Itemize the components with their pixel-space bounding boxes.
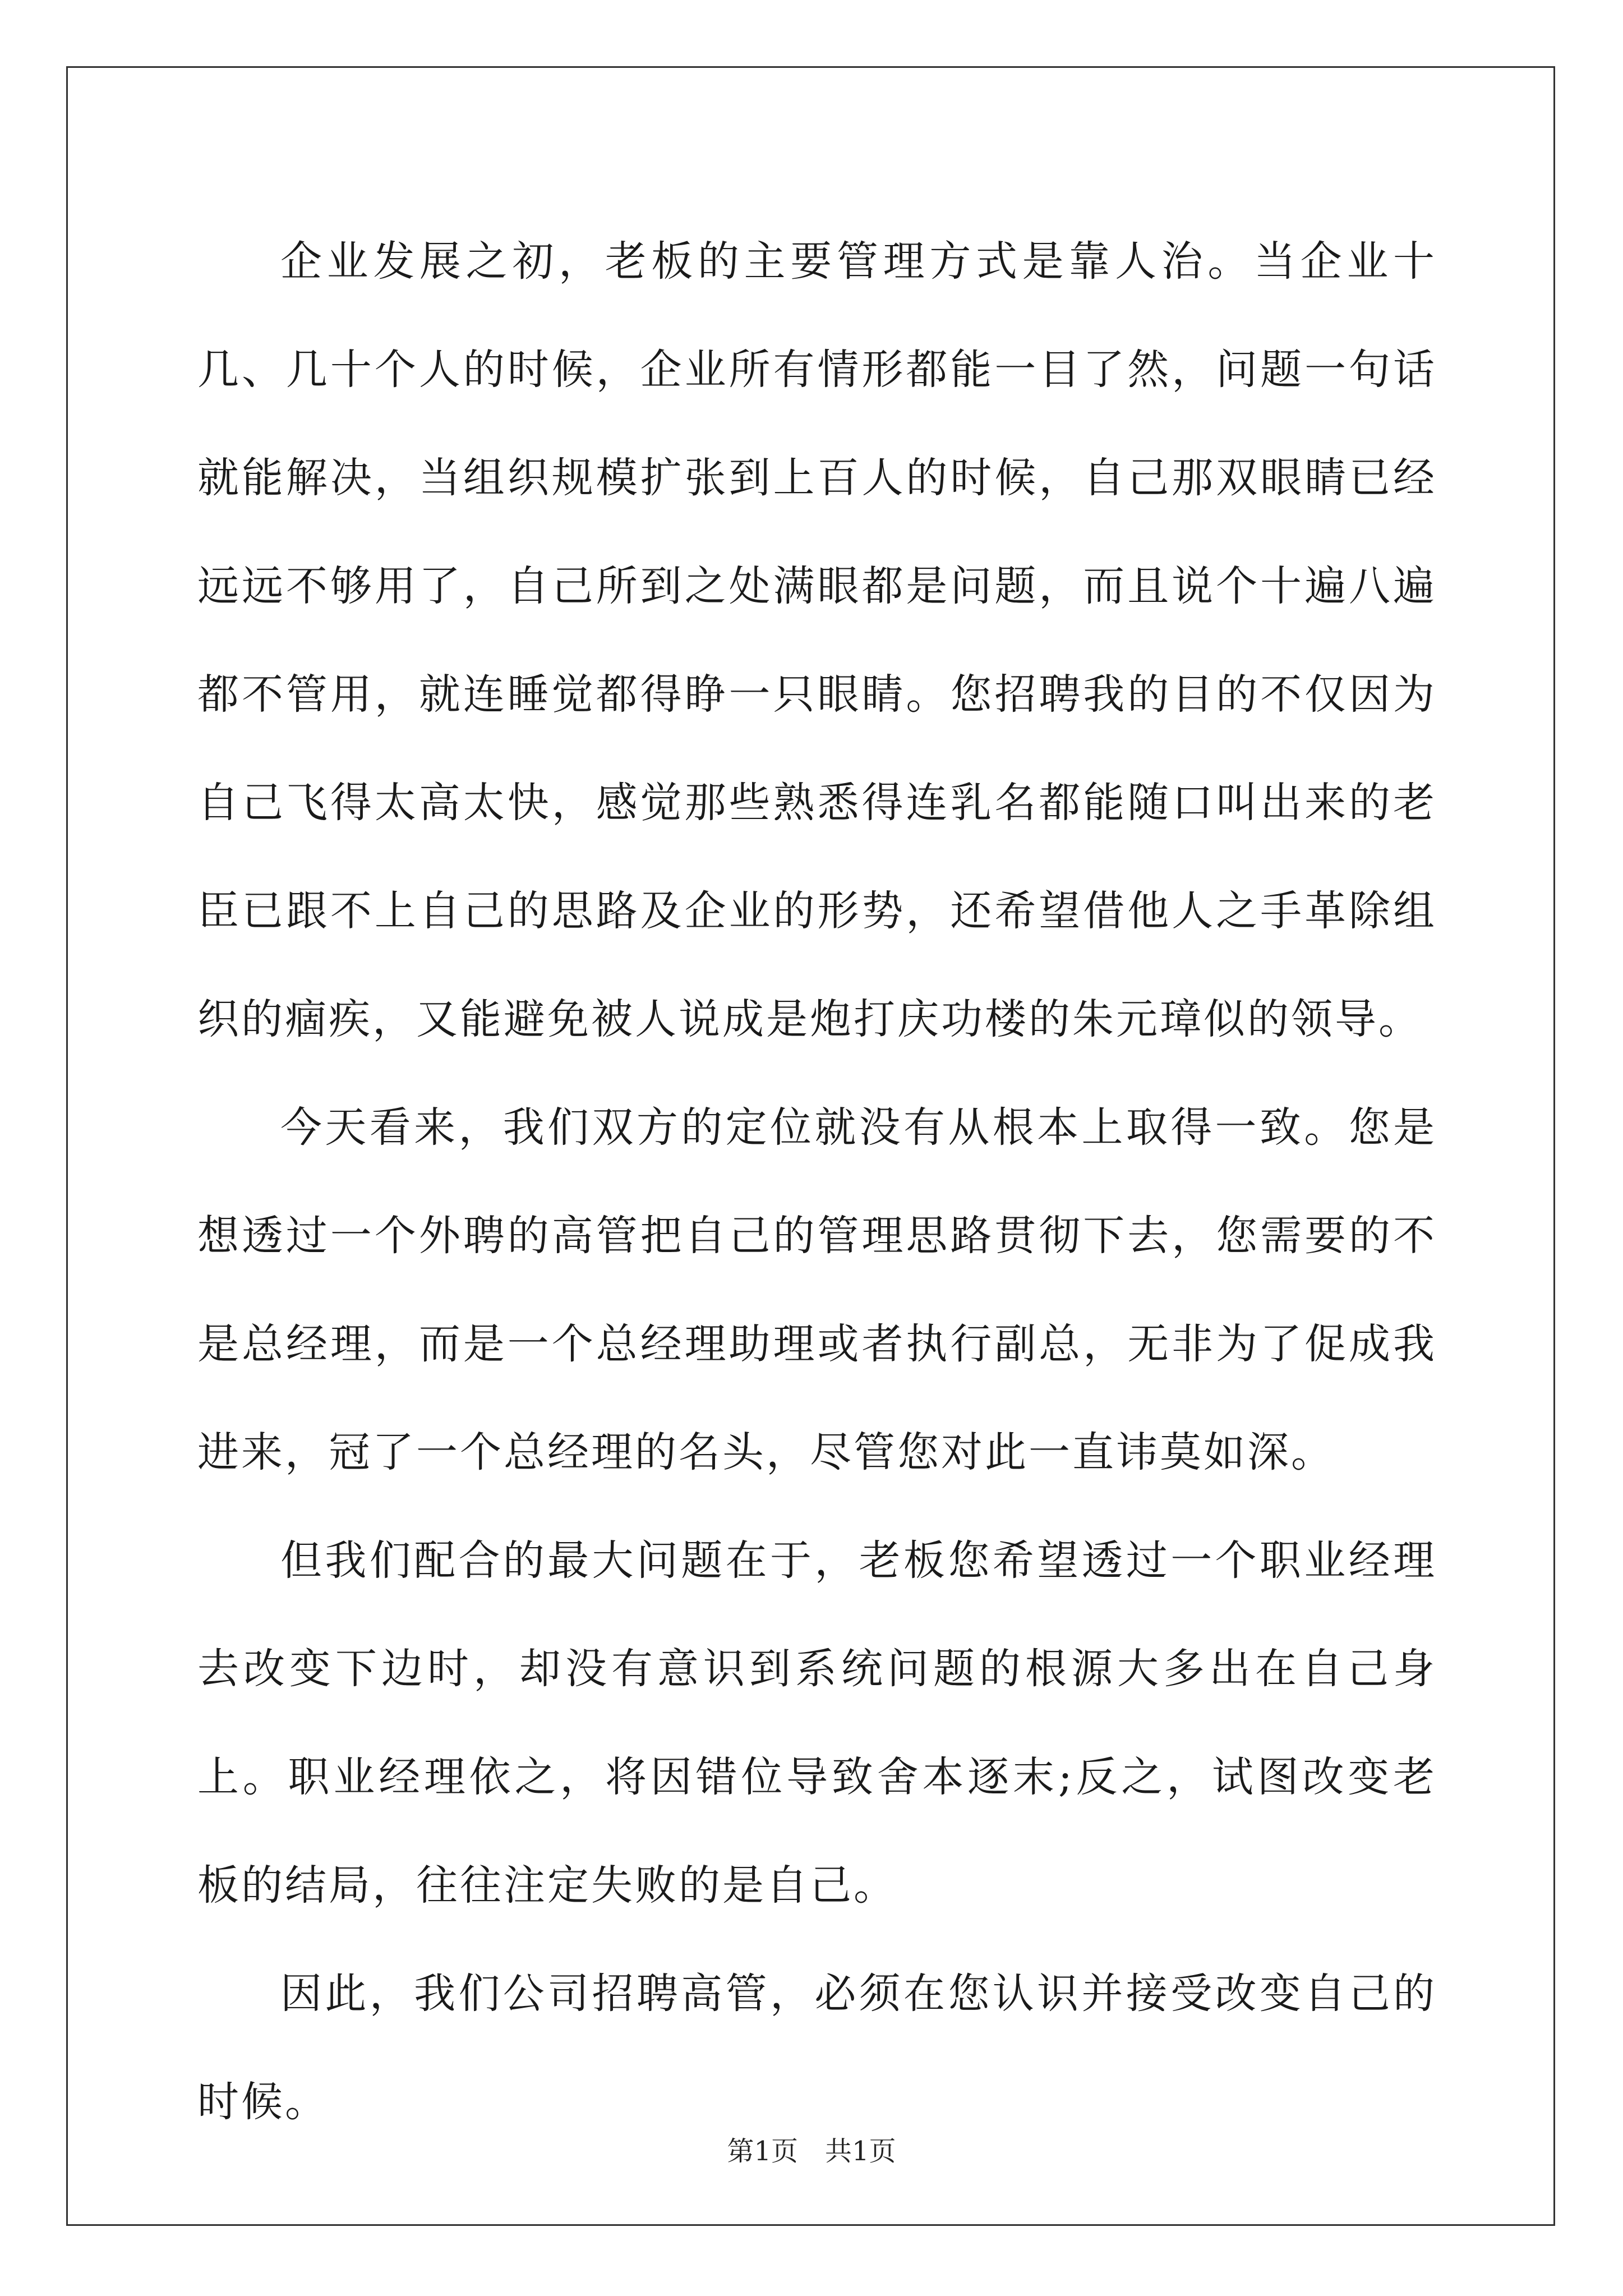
paragraph-3: 但我们配合的最大问题在于，老板您希望透过一个职业经理去改变下边时，却没有意识到系统问题的根源大多出在自己身上。职业经理依之，将因错位导致舍本逐末;反之，试图改变老板的结局，往往注定失败的是自己。 <box>197 1536 1437 1910</box>
paragraph-1: 企业发展之初，老板的主要管理方式是靠人治。当企业十几、几十个人的时候，企业所有情形都能一目了然，问题一句话就能解决，当组织规模扩张到上百人的时候，自己那双眼睛已经远远不够用了，自己所到之处满眼都是问题，而且说个十遍八遍都不管用，就连睡觉都得睁一只眼睛。您招聘我的目的不仅因为自己飞得太高太快，感觉那些熟悉得连乳名都能随口叫出来的老臣已跟不上自己的思路及企业的形势，还希望借他人之手革除组织的痼疾，又能避免被人说成是炮打庆功楼的朱元璋似的领导。 <box>197 237 1437 1043</box>
paragraph-2: 今天看来，我们双方的定位就没有从根本上取得一致。您是想透过一个外聘的高管把自己的管理思路贯彻下去，您需要的不是总经理，而是一个总经理助理或者执行副总，无非为了促成我进来，冠了一个总经理的名头，尽管您对此一直讳莫如深。 <box>197 1103 1437 1476</box>
page-number-footer: 第1页 共1页 <box>727 2136 896 2167</box>
document-body <box>197 208 1437 2156</box>
paragraph-4: 因此，我们公司招聘高管，必须在您认识并接受改变自己的时候。 <box>197 1970 1437 2126</box>
